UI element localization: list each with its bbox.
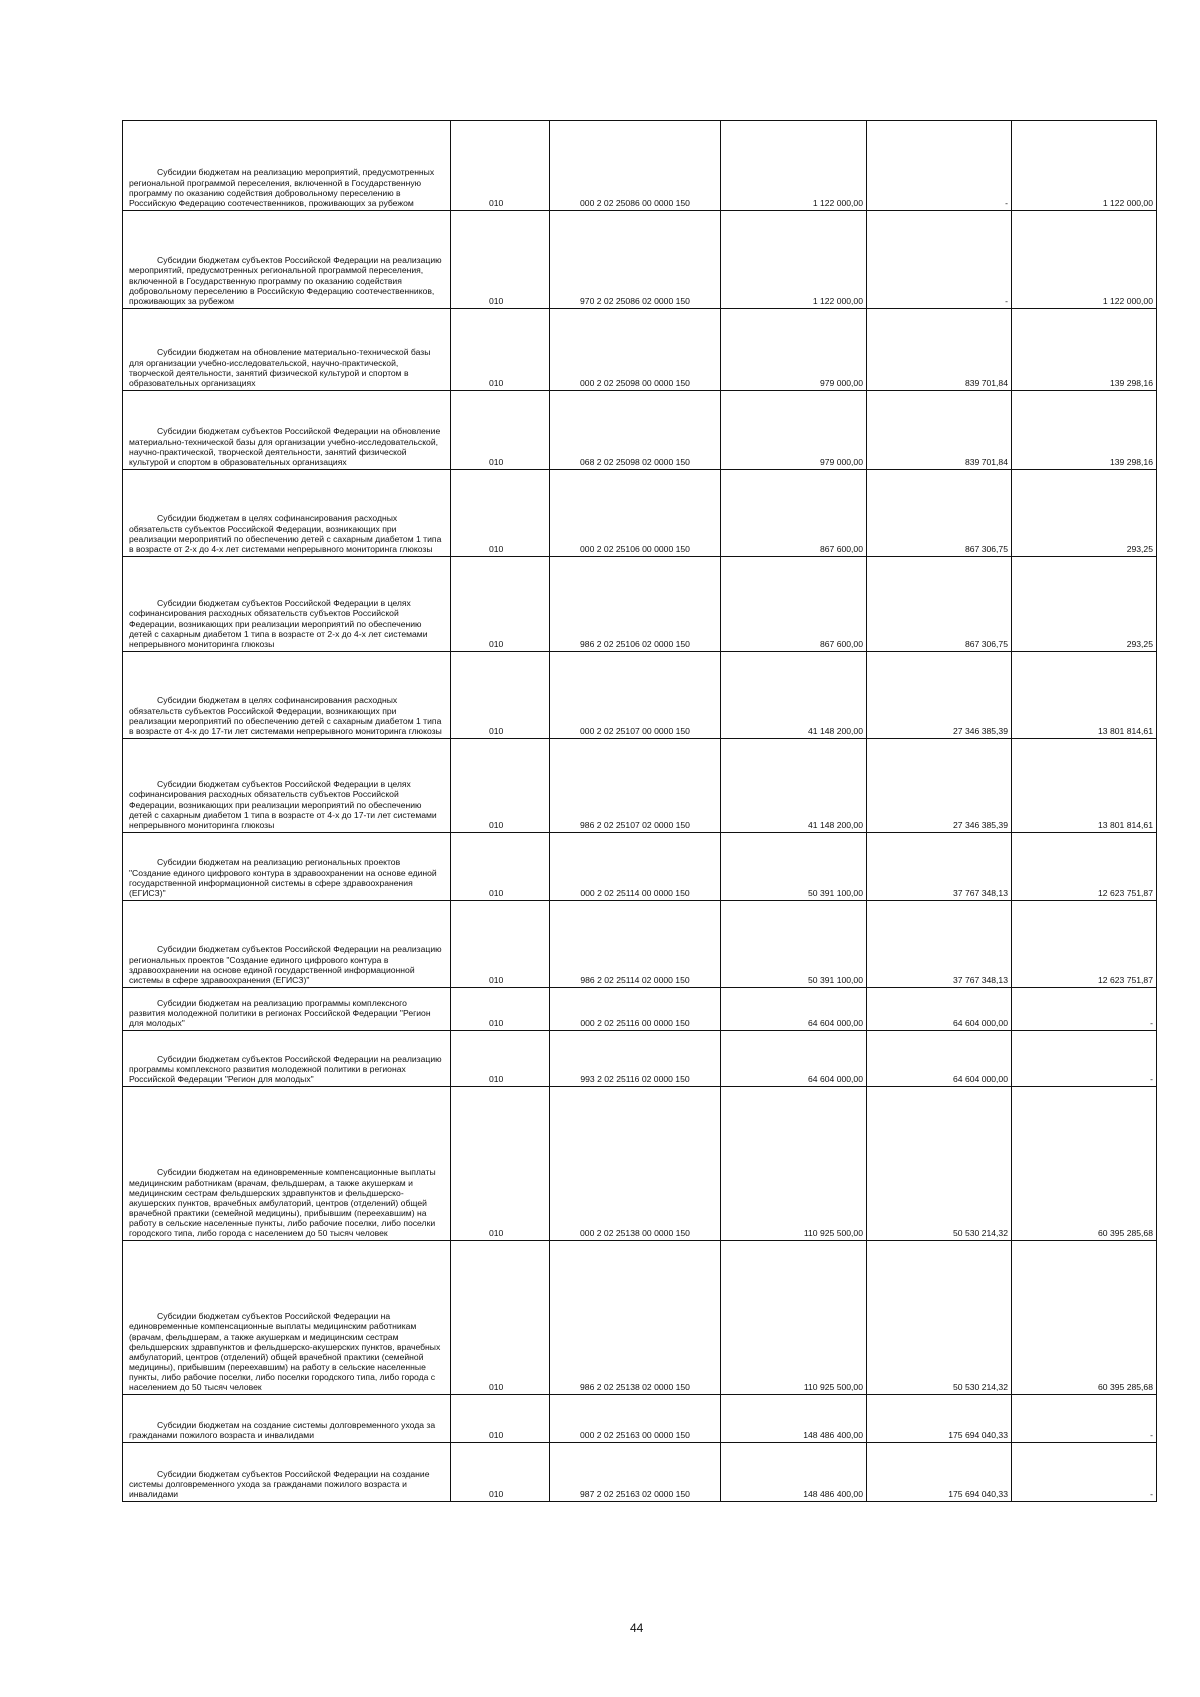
row-executed-amount: 50 530 214,32	[867, 1087, 1012, 1241]
row-approved-amount: 979 000,00	[721, 391, 867, 470]
row-remaining-amount: 13 801 814,61	[1012, 652, 1157, 739]
row-description-text: Субсидии бюджетам на обновление материально-технической базы для организации учебно-исследовательской, научно-практической, творческой деятельности, занятий физической культурой и спортом в образовательных организациях	[129, 347, 431, 388]
table-row	[123, 1443, 1157, 1502]
row-line-code: 010	[451, 833, 550, 901]
row-budget-classification-code: 987 2 02 25163 02 0000 150	[550, 1443, 721, 1502]
table-row	[123, 739, 1157, 833]
table-body	[123, 121, 1157, 1502]
row-line-code: 010	[451, 121, 550, 211]
row-description	[123, 1395, 451, 1443]
row-description-text: Субсидии бюджетам на единовременные компенсационные выплаты медицинским работникам (врачам, фельдшерам, а также акушеркам и медицинским сестрам фельдшерских здравпунктов и фельдшерско-акушерских пунктов, врачебных амбулаторий, центров (отделений) общей врачебной практики (семейной медицины), прибывшим (переехавшим) на работу в сельские населенные пункты, либо рабочие поселки, либо поселки городского типа, либо города с населением до 50 тысяч человек	[129, 1167, 436, 1239]
row-line-code: 010	[451, 1031, 550, 1087]
row-executed-amount: 867 306,75	[867, 557, 1012, 652]
row-approved-amount: 110 925 500,00	[721, 1087, 867, 1241]
row-budget-classification-code: 000 2 02 25098 00 0000 150	[550, 309, 721, 391]
row-line-code: 010	[451, 557, 550, 652]
table-row	[123, 652, 1157, 739]
row-executed-amount: 37 767 348,13	[867, 901, 1012, 988]
row-remaining-amount: 12 623 751,87	[1012, 833, 1157, 901]
row-description-text: Субсидии бюджетам субъектов Российской Федерации в целях софинансирования расходных обязательств субъектов Российской Федерации, возникающих при реализации мероприятий по обеспечению детей с сахарным диабетом 1 типа в возрасте от 4-х до 17-ти лет системами непрерывного мониторинга глюкозы	[129, 779, 437, 830]
table-row	[123, 391, 1157, 470]
row-budget-classification-code: 970 2 02 25086 02 0000 150	[550, 211, 721, 309]
row-executed-amount: 175 694 040,33	[867, 1395, 1012, 1443]
row-description-text: Субсидии бюджетам субъектов Российской Федерации на реализацию программы комплексного развития молодежной политики в регионах Российской Федерации "Регион для молодых"	[129, 1054, 442, 1085]
row-remaining-amount: 1 122 000,00	[1012, 121, 1157, 211]
row-budget-classification-code: 993 2 02 25116 02 0000 150	[550, 1031, 721, 1087]
row-description	[123, 988, 451, 1031]
row-line-code: 010	[451, 211, 550, 309]
row-remaining-amount: 139 298,16	[1012, 391, 1157, 470]
row-approved-amount: 110 925 500,00	[721, 1241, 867, 1395]
row-budget-classification-code: 000 2 02 25114 00 0000 150	[550, 833, 721, 901]
row-remaining-amount: -	[1012, 1443, 1157, 1502]
row-description	[123, 1087, 451, 1241]
row-description-text: Субсидии бюджетам субъектов Российской Федерации на создание системы долговременного ухода за гражданами пожилого возраста и инвалидами	[129, 1469, 430, 1500]
table-row	[123, 1241, 1157, 1395]
row-executed-amount: 37 767 348,13	[867, 833, 1012, 901]
row-line-code: 010	[451, 739, 550, 833]
row-line-code: 010	[451, 309, 550, 391]
row-remaining-amount: 293,25	[1012, 470, 1157, 557]
table-row	[123, 1087, 1157, 1241]
row-description	[123, 652, 451, 739]
row-remaining-amount: 60 395 285,68	[1012, 1241, 1157, 1395]
row-line-code: 010	[451, 470, 550, 557]
row-description-text: Субсидии бюджетам субъектов Российской Федерации на реализацию региональных проектов "Создание единого цифрового контура в здравоохранении на основе единой государственной информационной системы в сфере здравоохранения (ЕГИСЗ)"	[129, 944, 442, 985]
row-approved-amount: 50 391 100,00	[721, 833, 867, 901]
row-budget-classification-code: 000 2 02 25086 00 0000 150	[550, 121, 721, 211]
row-approved-amount: 979 000,00	[721, 309, 867, 391]
row-description-text: Субсидии бюджетам на реализацию региональных проектов "Создание единого цифрового контура в здравоохранении на основе единой государственной информационной системы в сфере здравоохранения (ЕГИСЗ)"	[129, 857, 437, 898]
row-description	[123, 557, 451, 652]
row-executed-amount: 175 694 040,33	[867, 1443, 1012, 1502]
page-number: 44	[630, 1621, 644, 1635]
row-line-code: 010	[451, 988, 550, 1031]
row-approved-amount: 148 486 400,00	[721, 1443, 867, 1502]
row-remaining-amount: -	[1012, 988, 1157, 1031]
row-executed-amount: 839 701,84	[867, 309, 1012, 391]
row-description-text: Субсидии бюджетам субъектов Российской Федерации на единовременные компенсационные выплаты медицинским работникам (врачам, фельдшерам, а также акушеркам и медицинским сестрам фельдшерских здравпунктов и фельдшерско-акушерских пунктов, врачебных амбулаторий, центров (отделений) общей врачебной практики (семейной медицины), прибывшим (переехавшим) на работу в сельские населенные пункты, либо рабочие поселки, либо поселки городского типа, либо города с населением до 50 тысяч человек	[129, 1311, 441, 1393]
row-line-code: 010	[451, 391, 550, 470]
table-row	[123, 211, 1157, 309]
row-line-code: 010	[451, 1395, 550, 1443]
table-row	[123, 121, 1157, 211]
row-approved-amount: 867 600,00	[721, 557, 867, 652]
row-budget-classification-code: 000 2 02 25106 00 0000 150	[550, 470, 721, 557]
row-description	[123, 211, 451, 309]
row-approved-amount: 1 122 000,00	[721, 211, 867, 309]
row-description-text: Субсидии бюджетам на реализацию мероприятий, предусмотренных региональной программой переселения, включенной в Государственную программу по оказанию содействия добровольному переселению в Российскую Федерацию соотечественников, проживающих за рубежом	[129, 167, 435, 208]
row-budget-classification-code: 000 2 02 25116 00 0000 150	[550, 988, 721, 1031]
row-description	[123, 1241, 451, 1395]
row-approved-amount: 64 604 000,00	[721, 1031, 867, 1087]
row-approved-amount: 50 391 100,00	[721, 901, 867, 988]
table-row	[123, 833, 1157, 901]
table-row	[123, 1031, 1157, 1087]
revenue-table	[122, 120, 1157, 1502]
row-line-code: 010	[451, 1443, 550, 1502]
row-remaining-amount: 60 395 285,68	[1012, 1087, 1157, 1241]
row-description	[123, 833, 451, 901]
row-budget-classification-code: 986 2 02 25106 02 0000 150	[550, 557, 721, 652]
row-approved-amount: 867 600,00	[721, 470, 867, 557]
row-budget-classification-code: 986 2 02 25114 02 0000 150	[550, 901, 721, 988]
table-row	[123, 557, 1157, 652]
row-description-text: Субсидии бюджетам на создание системы долговременного ухода за гражданами пожилого возраста и инвалидами	[129, 1420, 436, 1441]
row-executed-amount: 64 604 000,00	[867, 988, 1012, 1031]
table-row	[123, 988, 1157, 1031]
row-remaining-amount: 1 122 000,00	[1012, 211, 1157, 309]
row-description	[123, 901, 451, 988]
row-executed-amount: 27 346 385,39	[867, 739, 1012, 833]
row-approved-amount: 148 486 400,00	[721, 1395, 867, 1443]
table-row	[123, 901, 1157, 988]
row-budget-classification-code: 000 2 02 25138 00 0000 150	[550, 1087, 721, 1241]
row-remaining-amount: 139 298,16	[1012, 309, 1157, 391]
row-executed-amount: 50 530 214,32	[867, 1241, 1012, 1395]
row-remaining-amount: 293,25	[1012, 557, 1157, 652]
row-remaining-amount: 13 801 814,61	[1012, 739, 1157, 833]
row-budget-classification-code: 000 2 02 25163 00 0000 150	[550, 1395, 721, 1443]
row-executed-amount: 839 701,84	[867, 391, 1012, 470]
row-line-code: 010	[451, 1241, 550, 1395]
table-row	[123, 309, 1157, 391]
row-description	[123, 1443, 451, 1502]
table-row	[123, 470, 1157, 557]
row-remaining-amount: -	[1012, 1031, 1157, 1087]
row-line-code: 010	[451, 1087, 550, 1241]
row-budget-classification-code: 986 2 02 25138 02 0000 150	[550, 1241, 721, 1395]
row-executed-amount: 27 346 385,39	[867, 652, 1012, 739]
row-approved-amount: 41 148 200,00	[721, 739, 867, 833]
row-approved-amount: 41 148 200,00	[721, 652, 867, 739]
row-line-code: 010	[451, 901, 550, 988]
row-remaining-amount: 12 623 751,87	[1012, 901, 1157, 988]
row-description	[123, 391, 451, 470]
row-description	[123, 309, 451, 391]
row-description	[123, 739, 451, 833]
row-executed-amount: -	[867, 121, 1012, 211]
row-line-code: 010	[451, 652, 550, 739]
table-row	[123, 1395, 1157, 1443]
row-description-text: Субсидии бюджетам в целях софинансирования расходных обязательств субъектов Российской Федерации, возникающих при реализации мероприятий по обеспечению детей с сахарным диабетом 1 типа в возрасте от 4-х до 17-ти лет системами непрерывного мониторинга глюкозы	[129, 695, 442, 736]
row-budget-classification-code: 986 2 02 25107 02 0000 150	[550, 739, 721, 833]
row-description-text: Субсидии бюджетам в целях софинансирования расходных обязательств субъектов Российской Федерации, возникающих при реализации мероприятий по обеспечению детей с сахарным диабетом 1 типа в возрасте от 2-х до 4-х лет системами непрерывного мониторинга глюкозы	[129, 513, 442, 554]
row-description-text: Субсидии бюджетам субъектов Российской Федерации на реализацию мероприятий, предусмотренных региональной программой переселения, включенной в Государственную программу по оказанию содействия добровольному переселению в Российскую Федерацию соотечественников, проживающих за рубежом	[129, 255, 442, 306]
row-description	[123, 121, 451, 211]
row-remaining-amount: -	[1012, 1395, 1157, 1443]
row-description-text: Субсидии бюджетам субъектов Российской Федерации на обновление материально-технической базы для организации учебно-исследовательской, научно-практической, творческой деятельности, занятий физической культурой и спортом в образовательных организациях	[129, 426, 441, 467]
row-executed-amount: -	[867, 211, 1012, 309]
row-approved-amount: 1 122 000,00	[721, 121, 867, 211]
row-executed-amount: 867 306,75	[867, 470, 1012, 557]
row-approved-amount: 64 604 000,00	[721, 988, 867, 1031]
row-description-text: Субсидии бюджетам на реализацию программы комплексного развития молодежной политики в регионах Российской Федерации "Регион для молодых"	[129, 998, 431, 1029]
row-description	[123, 1031, 451, 1087]
row-budget-classification-code: 068 2 02 25098 02 0000 150	[550, 391, 721, 470]
row-executed-amount: 64 604 000,00	[867, 1031, 1012, 1087]
row-budget-classification-code: 000 2 02 25107 00 0000 150	[550, 652, 721, 739]
row-description-text: Субсидии бюджетам субъектов Российской Федерации в целях софинансирования расходных обязательств субъектов Российской Федерации, возникающих при реализации мероприятий по обеспечению детей с сахарным диабетом 1 типа в возрасте от 2-х до 4-х лет системами непрерывного мониторинга глюкозы	[129, 598, 428, 649]
row-description	[123, 470, 451, 557]
